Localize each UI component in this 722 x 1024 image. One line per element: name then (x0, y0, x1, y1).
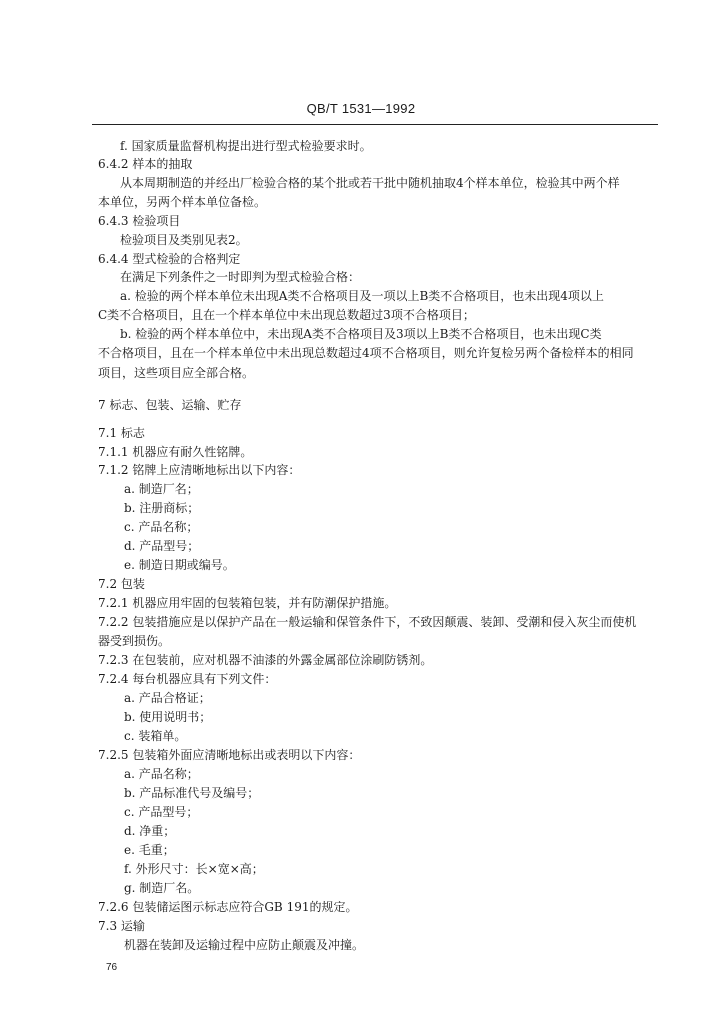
section-heading: 7.2.5 包装箱外面应清晰地标出或表明以下内容： (98, 748, 361, 762)
list-item: c. 产品型号； (124, 805, 199, 819)
list-item: c. 装箱单。 (124, 729, 187, 743)
section-heading: 6.4.4 型式检验的合格判定 (98, 252, 241, 266)
chapter-heading: 7 标志、包装、运输、贮存 (98, 398, 242, 412)
list-item: b. 注册商标； (124, 501, 200, 515)
list-item: b. 使用说明书； (124, 710, 212, 724)
section-heading: 7.3 运输 (98, 919, 145, 933)
section-heading: 7.2 包装 (98, 577, 145, 591)
list-item: e. 制造日期或编号。 (124, 558, 235, 572)
list-item: d. 产品型号； (124, 539, 200, 553)
list-item: a. 产品合格证； (124, 691, 211, 705)
list-item: e. 毛重； (124, 843, 175, 857)
section-heading: 7.1 标志 (98, 426, 145, 440)
section-heading: 6.4.3 检验项目 (98, 214, 181, 228)
text-line: C类不合格项目，且在一个样本单位中未出现总数超过3项不合格项目； (98, 308, 475, 322)
section-heading: 7.2.3 在包装前，应对机器不油漆的外露金属部位涂刷防锈剂。 (98, 653, 433, 667)
text-line: 器受到损伤。 (98, 634, 171, 648)
text-line: a. 检验的两个样本单位未出现A类不合格项目及一项以上B类不合格项目，也未出现4项以上 (120, 289, 604, 303)
text-line: 本单位，另两个样本单位备检。 (98, 195, 267, 209)
section-heading: 7.2.6 包装储运图示标志应符合GB 191的规定。 (98, 900, 358, 914)
section-heading: 7.1.2 铭牌上应清晰地标出以下内容： (98, 463, 301, 477)
text-line: 在满足下列条件之一时即判为型式检验合格： (120, 270, 361, 284)
text-line: 项目，这些项目应全部合格。 (98, 366, 255, 380)
list-item: b. 产品标准代号及编号； (124, 786, 260, 800)
section-heading: 7.2.2 包装措施应是以保护产品在一般运输和保管条件下，不致因颠震、装卸、受潮和侵入灰尘而使机 (98, 615, 637, 629)
page-number: 76 (106, 962, 118, 973)
text-line: 不合格项目，且在一个样本单位中未出现总数超过4项不合格项目，则允许复检另两个备检样本的相同 (98, 346, 634, 360)
list-item: a. 制造厂名； (124, 482, 199, 496)
section-heading: 7.1.1 机器应有耐久性铭牌。 (98, 445, 253, 459)
list-item: f. 外形尺寸：长×宽×高； (124, 862, 264, 876)
section-heading: 7.2.1 机器应用牢固的包装箱包装，并有防潮保护措施。 (98, 596, 397, 610)
list-item: g. 制造厂名。 (124, 881, 200, 895)
section-heading: 7.2.4 每台机器应具有下列文件： (98, 672, 277, 686)
text-line: f. 国家质量监督机构提出进行型式检验要求时。 (120, 139, 372, 153)
list-item: d. 净重； (124, 824, 176, 838)
text-line: 检验项目及类别见表2。 (120, 233, 248, 247)
list-item: c. 产品名称； (124, 520, 199, 534)
text-line: b. 检验的两个样本单位中，未出现A类不合格项目及3项以上B类不合格项目，也未出现C类 (120, 327, 602, 341)
text-line: 机器在装卸及运输过程中应防止颠震及冲撞。 (124, 938, 365, 952)
section-heading: 6.4.2 样本的抽取 (98, 157, 193, 171)
text-line: 从本周期制造的并经出厂检验合格的某个批或若干批中随机抽取4个样本单位，检验其中两个样 (120, 176, 620, 190)
header-rule (92, 124, 658, 125)
list-item: a. 产品名称； (124, 767, 199, 781)
page-header: QB/T 1531—1992 (306, 101, 416, 116)
